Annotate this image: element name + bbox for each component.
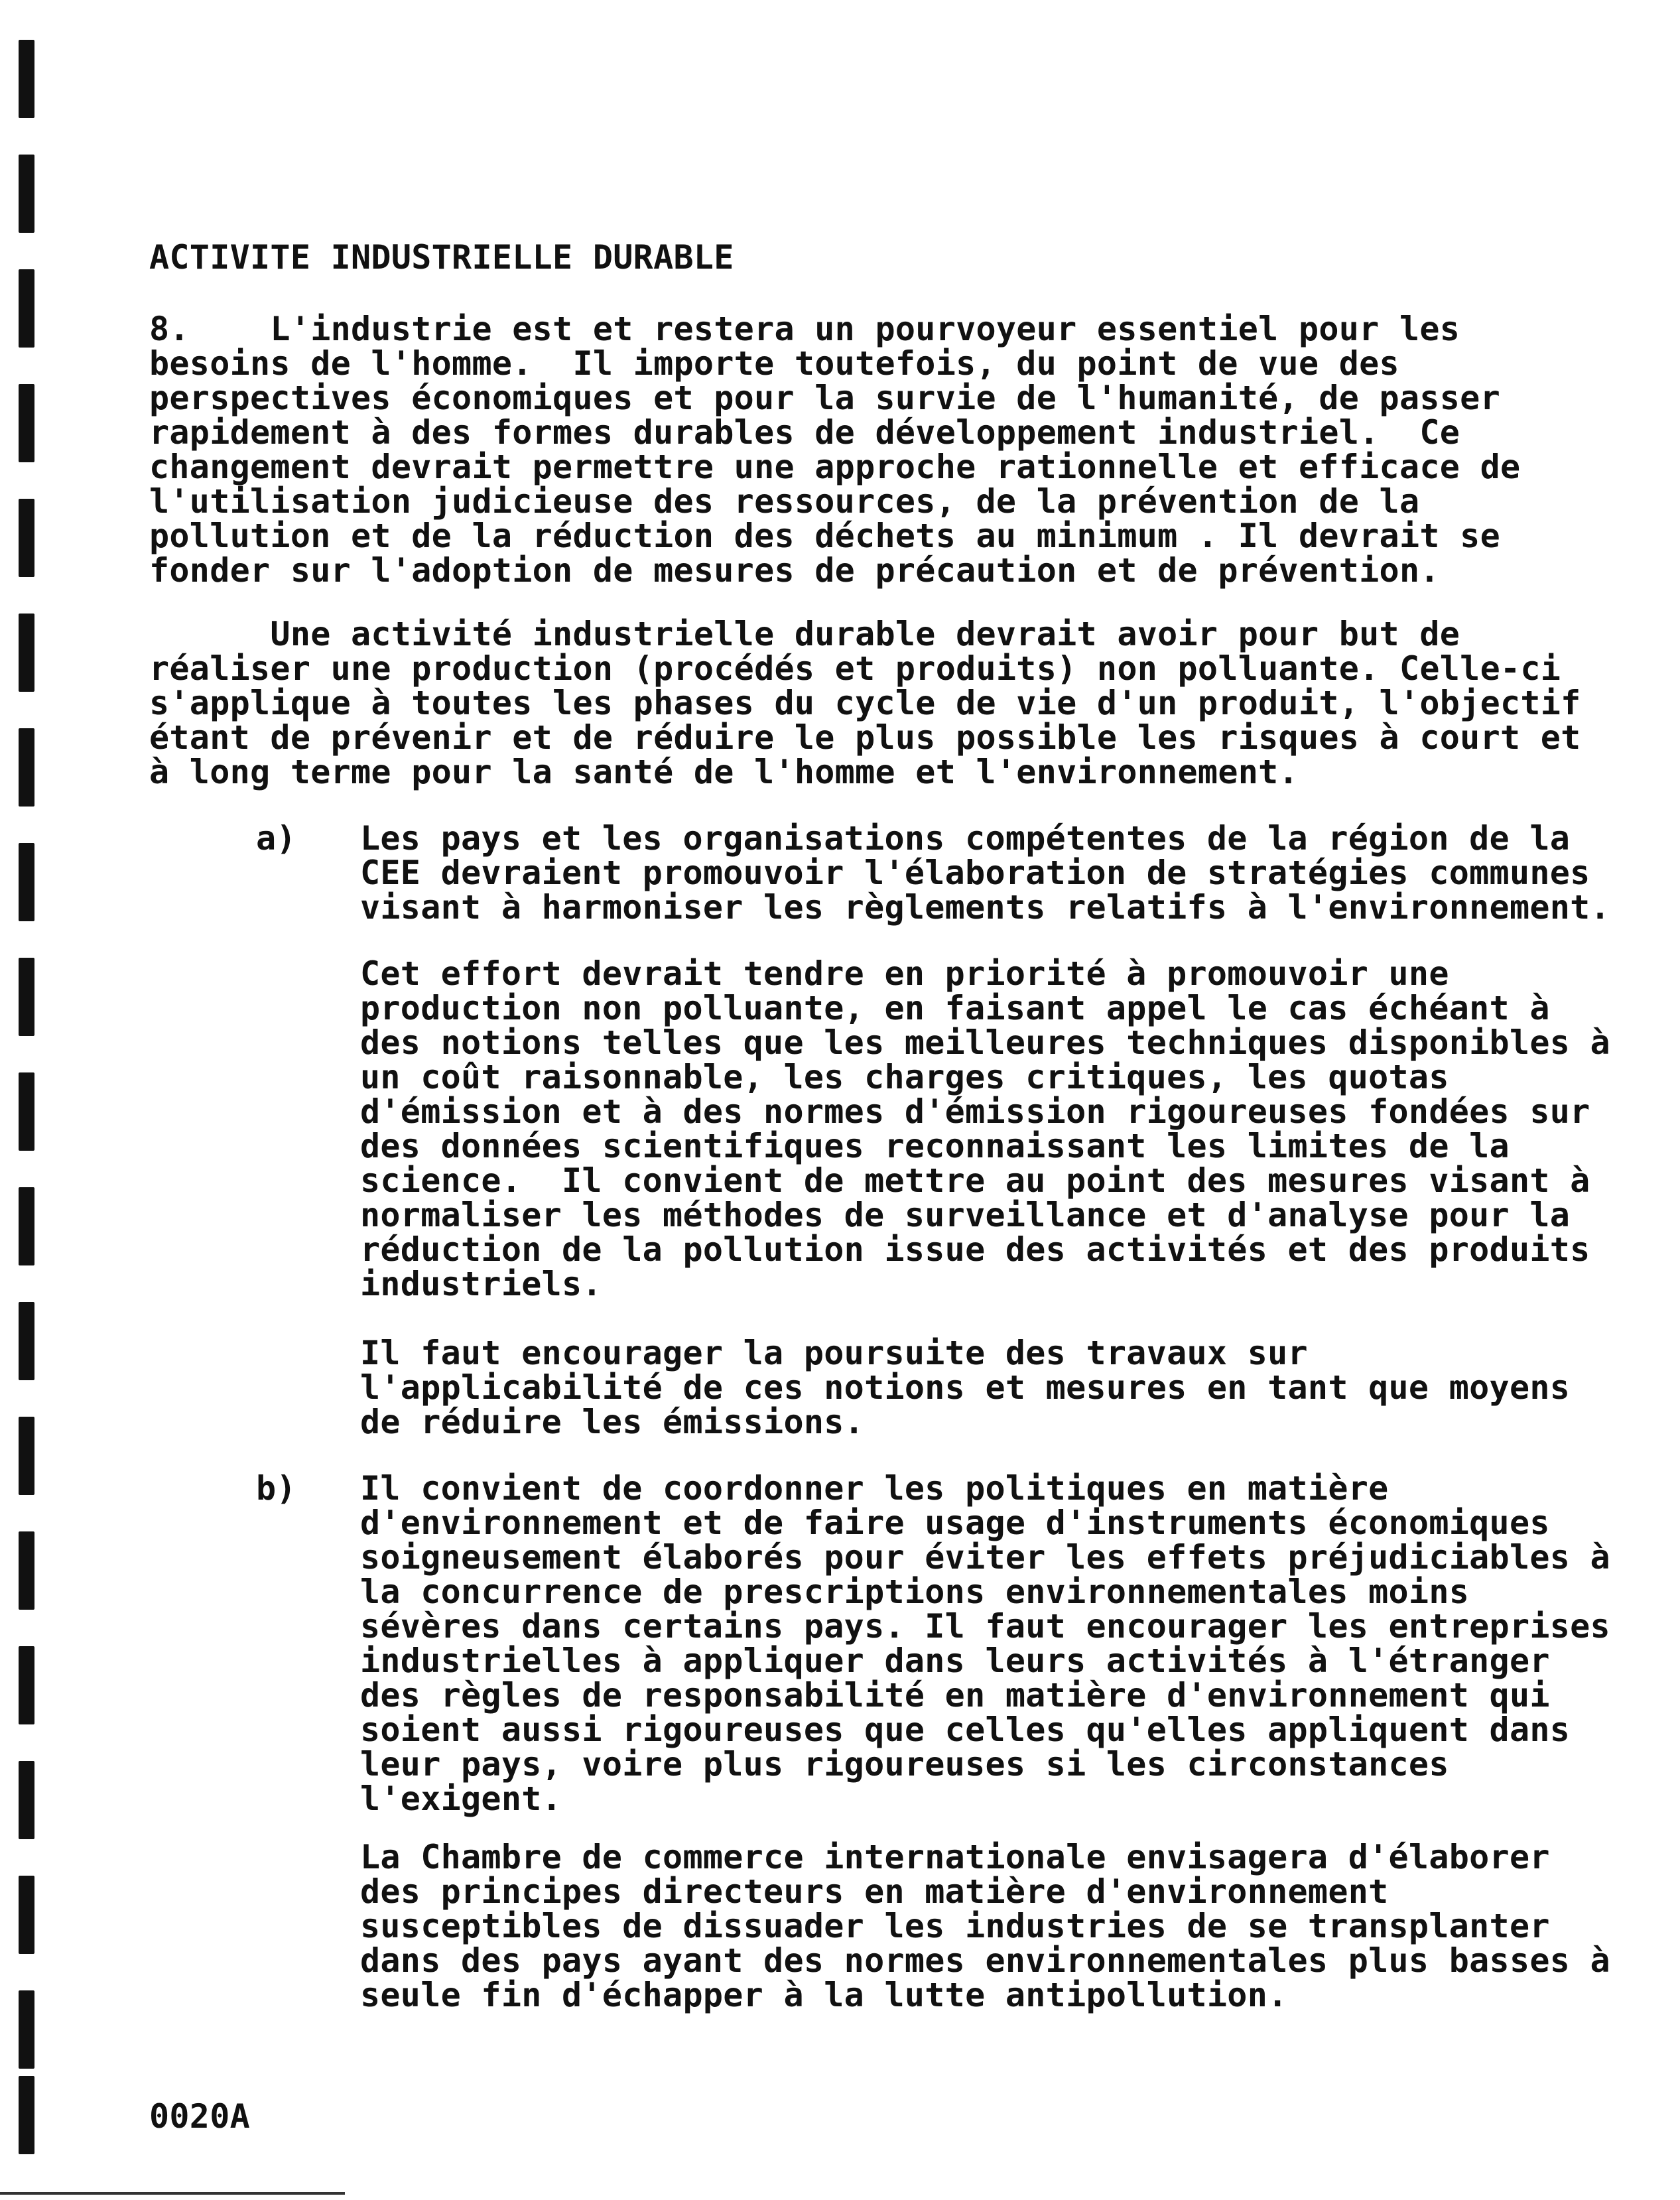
footer-code: 0020A	[149, 2097, 251, 2136]
item-b-marker: b)	[256, 1469, 296, 1508]
item-a-paragraph-1: Les pays et les organisations compétentes de la région de la CEE devraient promouvoir l'élaboration de stratégies communes visant à harmoniser les règlements relatifs à l'environnement.	[360, 819, 1610, 927]
item-a-paragraph-2: Cet effort devrait tendre en priorité à promouvoir une production non polluante, en faisant appel le cas échéant à des notions telles que les meilleures techniques disponibles à un coût raisonnable, les charges critiques, les quotas d'émission et à des normes d'émission rigoureuses fondées sur des données scientifiques reconnaissant les limites de la science. Il convient de mettre au point des mesures visant à normaliser les méthodes de surveillance et d'analyse pour la réduction de la pollution issue des activités et des produits industriels.	[360, 954, 1610, 1303]
paragraph-8: 8. L'industrie est et restera un pourvoyeur essentiel pour les besoins de l'homme. Il importe toutefois, du point de vue des perspectives économiques et pour la survie de l'humanité, de passer rapidement à des formes durables de développement industriel. Ce changement devrait permettre une approche rationnelle et efficace de l'utilisation judicieuse des ressources, de la prévention de la pollution et de la réduction des déchets au minimum . Il devrait se fonder sur l'adoption de mesures de précaution et de prévention.	[149, 310, 1521, 590]
item-b-paragraph-2: La Chambre de commerce internationale envisagera d'élaborer des principes directeurs en matière d'environnement susceptibles de dissuader les industries de se transplanter dans des pays ayant des normes environnementales plus basses à seule fin d'échapper à la lutte antipollution.	[360, 1838, 1610, 2014]
section-title: ACTIVITE INDUSTRIELLE DURABLE	[149, 238, 734, 277]
item-a-marker: a)	[256, 819, 296, 858]
item-b-paragraph-1: Il convient de coordonner les politiques en matière d'environnement et de faire usage d'instruments économiques soigneusement élaborés pour éviter les effets préjudiciables à la concurrence de prescriptions environnementales moins sévères dans certains pays. Il faut encourager les entreprises industrielles à appliquer dans leurs activités à l'étranger des règles de responsabilité en matière d'environnement qui soient aussi rigoureuses que celles qu'elles appliquent dans leur pays, voire plus rigoureuses si les circonstances l'exigent.	[360, 1469, 1610, 1818]
item-a-paragraph-3: Il faut encourager la poursuite des travaux sur l'applicabilité de ces notions et mesures en tant que moyens de réduire les émissions.	[360, 1334, 1571, 1441]
paragraph-sustainable-activity: Une activité industrielle durable devrait avoir pour but de réaliser une production (procédés et produits) non polluante. Celle-ci s'applique à toutes les phases du cycle de vie d'un produit, l'objectif étant de prévenir et de réduire le plus possible les risques à court et à long terme pour la santé de l'homme et l'environnement.	[149, 615, 1581, 791]
bottom-rule	[0, 2192, 345, 2195]
